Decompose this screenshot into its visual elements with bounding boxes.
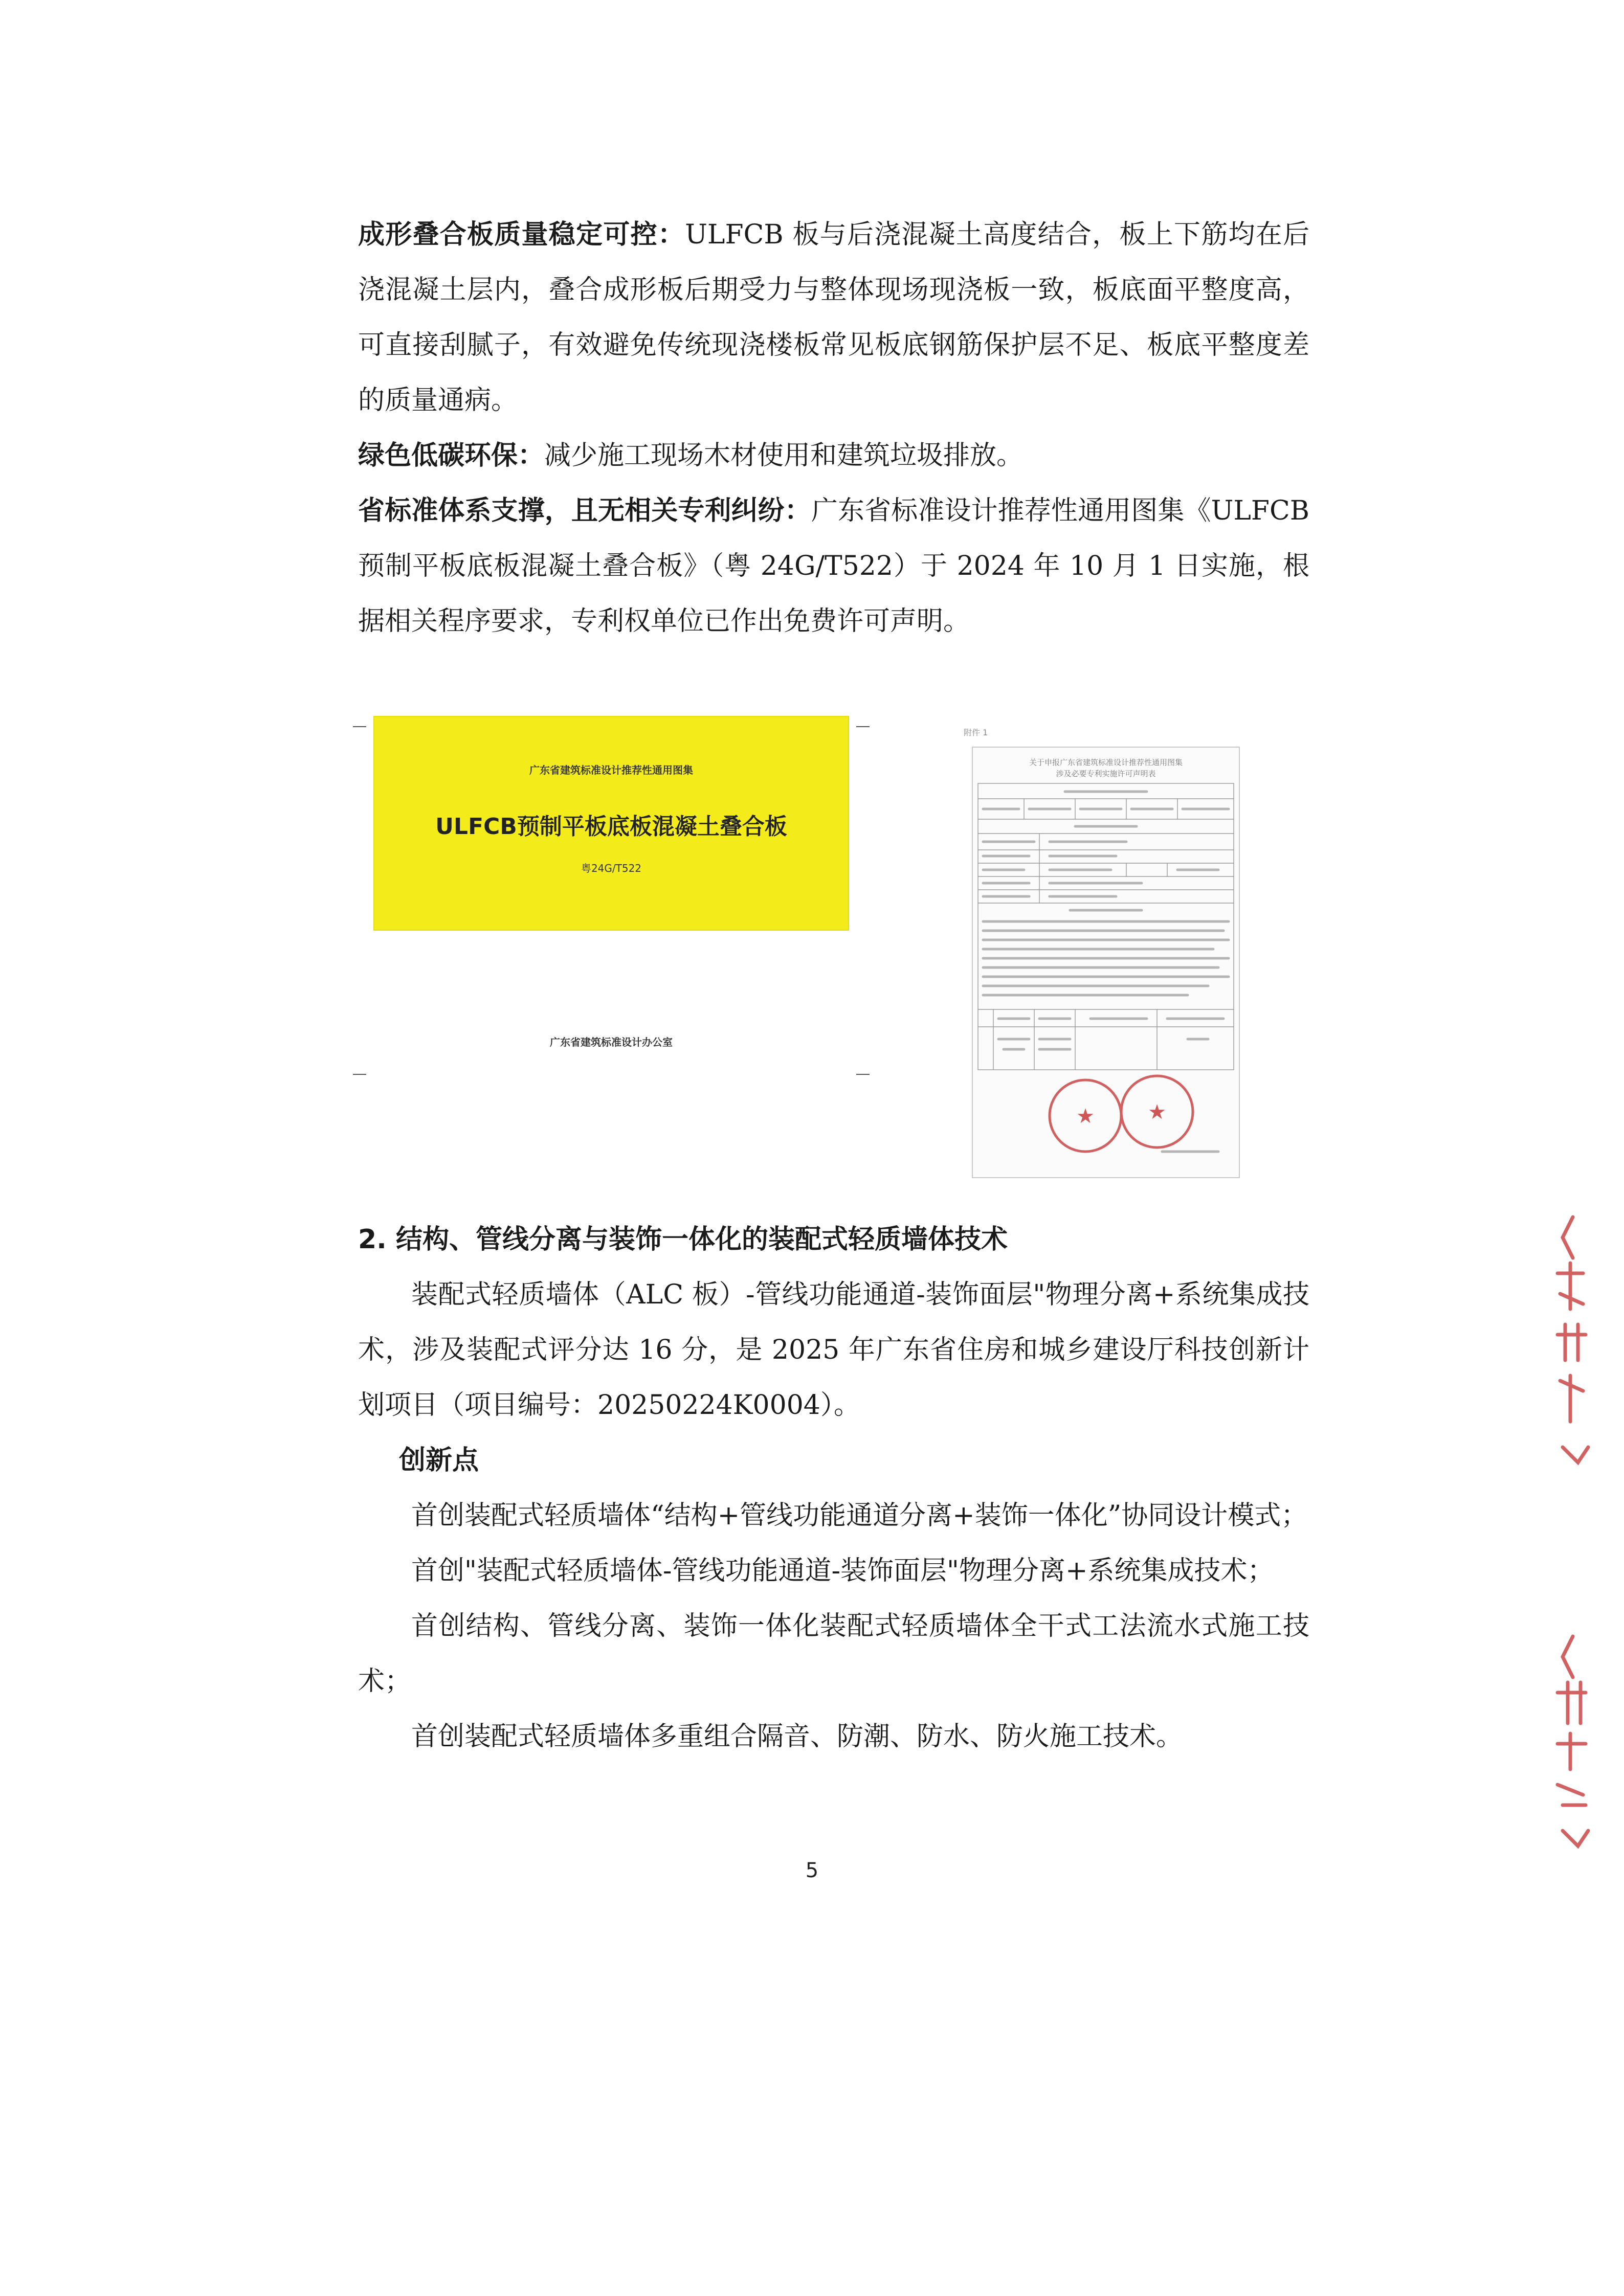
svg-text:★: ★ <box>1148 1100 1166 1124</box>
innovation-point: 首创"装配式轻质墙体-管线功能通道-装饰面层"物理分离+系统集成技术； <box>411 1556 1274 1586</box>
form-heading-line2: 涉及必要专利实施许可声明表 <box>1056 769 1156 778</box>
paragraph-body: 减少施工现场木材使用和建筑垃圾排放。 <box>544 440 1024 471</box>
patent-license-form-image <box>962 726 1248 1176</box>
page-number: 5 <box>805 1859 819 1882</box>
margin-stamp-upper <box>1542 1207 1598 1473</box>
section2-intro: 装配式轻质墙体（ALC 板）-管线功能通道-装饰面层"物理分离+系统集成技术，涉及装配式评分达 16 分，是 2025 年广东省住房和城乡建设厅科技创新计划项目（项目编号：20250224K0004）。 <box>358 1279 1309 1421</box>
paragraph-title: 省标准体系支撑，且无相关专利纠纷： <box>358 496 811 526</box>
section1-text <box>358 207 1309 649</box>
margin-stamp-lower <box>1542 1631 1598 1856</box>
paragraph-body: 广东省标准设计推荐性通用图集《ULFCB 预制平板底板混凝土叠合板》（粤 24G/T522）于 2024 年 10 月 1 日实施，根据相关程序要求，专利权单位已作出免费许可声明。 <box>358 496 1309 637</box>
svg-text:★: ★ <box>1076 1105 1095 1128</box>
cover-code: 粤24G/T522 <box>581 862 642 874</box>
paragraph-title: 绿色低碳环保： <box>358 440 545 471</box>
cover-title: ULFCB预制平板底板混凝土叠合板 <box>435 814 787 840</box>
paragraph-title: 成形叠合板质量稳定可控： <box>358 219 685 250</box>
innovation-label: 创新点 <box>399 1445 479 1476</box>
innovation-point: 首创装配式轻质墙体“结构+管线功能通道分离+装饰一体化”协同设计模式； <box>411 1500 1308 1531</box>
paragraph-body: ULFCB 板与后浇混凝土高度结合，板上下筋均在后浇混凝土层内，叠合成形板后期受力与整体现场现浇板一致，板底面平整度高，可直接刮腻子，有效避免传统现浇楼板常见板底钢筋保护层不足、板底平整度差的质量通病。 <box>358 219 1309 416</box>
cover-series-label: 广东省建筑标准设计推荐性通用图集 <box>529 764 693 776</box>
form-heading-line1: 关于申报广东省建筑标准设计推荐性通用图集 <box>1029 758 1183 767</box>
cover-publisher: 广东省建筑标准设计办公室 <box>550 1036 673 1048</box>
paragraph-standard <box>358 483 1309 649</box>
atlas-cover-image <box>353 716 870 1094</box>
form-attachment-label: 附件 1 <box>964 728 988 737</box>
innovation-point: 首创结构、管线分离、装饰一体化装配式轻质墙体全干式工法流水式施工技术； <box>358 1611 1309 1697</box>
section2-text <box>358 1212 1309 1764</box>
paragraph-green <box>358 428 1309 483</box>
paragraph-quality <box>358 207 1309 428</box>
form-table-graphic <box>973 748 1239 1177</box>
form-sheet <box>972 747 1240 1178</box>
cover-panel <box>373 716 849 931</box>
section2-heading: 2. 结构、管线分离与装饰一体化的装配式轻质墙体技术 <box>358 1224 1008 1255</box>
innovation-point: 首创装配式轻质墙体多重组合隔音、防潮、防水、防火施工技术。 <box>411 1721 1183 1752</box>
